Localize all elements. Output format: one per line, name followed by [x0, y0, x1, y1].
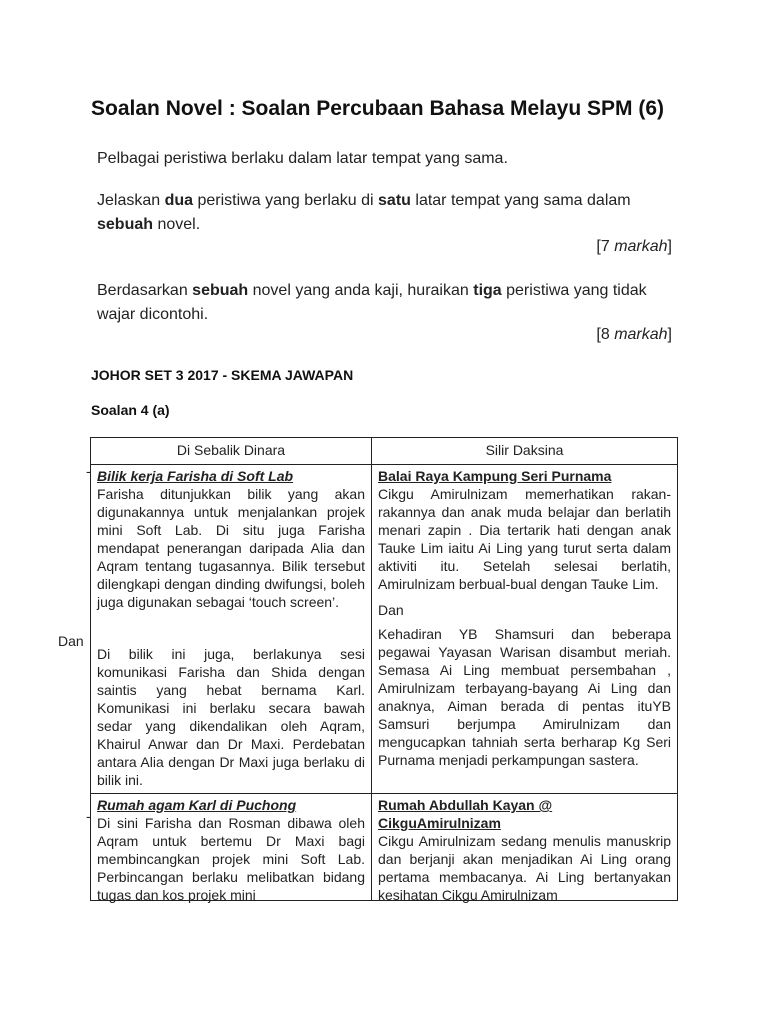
row-2-dash: - — [86, 808, 91, 824]
row-1-dash: - — [86, 463, 91, 479]
cell-text: Cikgu Amirulnizam sedang menulis manuskrip dan berjanji akan menjadikan Ai Ling orang pertama membacanya. Ai Ling bertanyakan kesihatan Cikgu Amirulnizam — [378, 833, 671, 903]
table-cell — [372, 794, 678, 901]
cell-text: Farisha ditunjukkan bilik yang akan digunakannya untuk menjalankan projek mini Soft Lab. Di situ juga Farisha mendapat penerangan daripada Alia dan Aqram tentang tugasannya. Bilik tersebut dilengkapi dengan dinding dwifungsi, boleh juga digunakan sebagai ‘touch screen’. — [97, 486, 365, 610]
column-header: Di Sebalik Dinara — [91, 438, 372, 465]
table-row — [91, 465, 678, 794]
table-cell — [91, 465, 372, 794]
question-1-marks: [7 markah] — [596, 238, 672, 255]
table-cell — [91, 794, 372, 901]
cell-text: Di sini Farisha dan Rosman dibawa oleh Aqram untuk bertemu Dr Maxi bagi membincangkan projek mini Soft Lab. Perbincangan berlaku melibatkan bidang tugas dan kos projek mini — [97, 815, 365, 903]
question-1-text: Jelaskan dua peristiwa yang berlaku di satu latar tempat yang sama dalam sebuah novel. — [97, 192, 631, 233]
cell-heading: Rumah agam Karl di Puchong — [97, 797, 297, 813]
table-header-row — [91, 438, 678, 465]
cell-text: Kehadiran YB Shamsuri dan beberapa pegawai Yayasan Warisan disambut meriah. Semasa Ai Ling membuat persembahan , Amirulnizam terbayang-bayang Ai Ling dan anaknya, Aiman berada di pentas ituYB Samsuri berjumpa Amirulnizam dan mengucapkan tahniah serta berharap Kg Seri Purnama menjadi perkampungan sastera. — [378, 626, 671, 768]
intro-text: Pelbagai peristiwa berlaku dalam latar tempat yang sama. — [97, 150, 508, 167]
cell-dan: Dan — [378, 602, 404, 618]
table-cell — [372, 465, 678, 794]
page-title: Soalan Novel : Soalan Percubaan Bahasa Melayu SPM (6) — [91, 97, 665, 120]
column-header: Silir Daksina — [372, 438, 678, 465]
table-row — [91, 794, 678, 901]
scheme-title: JOHOR SET 3 2017 - SKEMA JAWAPAN — [91, 367, 354, 383]
cell-heading: Rumah Abdullah Kayan @ CikguAmirulnizam — [378, 797, 553, 831]
dan-label: Dan — [58, 633, 84, 649]
cell-text: Cikgu Amirulnizam memerhatikan rakan-rakannya dan anak muda belajar dan berlatih menari zapin . Dia tertarik hati dengan anak Tauke Lim iaitu Ai Ling yang turut serta dalam aktiviti itu. Setelah selesai berlatih, Amirulnizam berbual-bual dengan Tauke Lim. — [378, 486, 671, 592]
cell-text: Di bilik ini juga, berlakunya sesi komunikasi Farisha dan Shida dengan saintis yang hebat bernama Karl. Komunikasi ini berlaku secara bawah sedar yang dikendalikan oleh Aqram, Khairul Anwar dan Dr Maxi. Perdebatan antara Alia dengan Dr Maxi juga berlaku di bilik ini. — [97, 646, 365, 788]
cell-heading: Balai Raya Kampung Seri Purnama — [378, 468, 612, 484]
question-2-text: Berdasarkan sebuah novel yang anda kaji, huraikan tiga peristiwa yang tidak wajar dicontohi. — [97, 282, 647, 323]
cell-heading: Bilik kerja Farisha di Soft Lab — [97, 468, 294, 484]
question-label: Soalan 4 (a) — [91, 402, 170, 418]
answer-table — [90, 437, 678, 901]
question-2-marks: [8 markah] — [596, 326, 672, 343]
